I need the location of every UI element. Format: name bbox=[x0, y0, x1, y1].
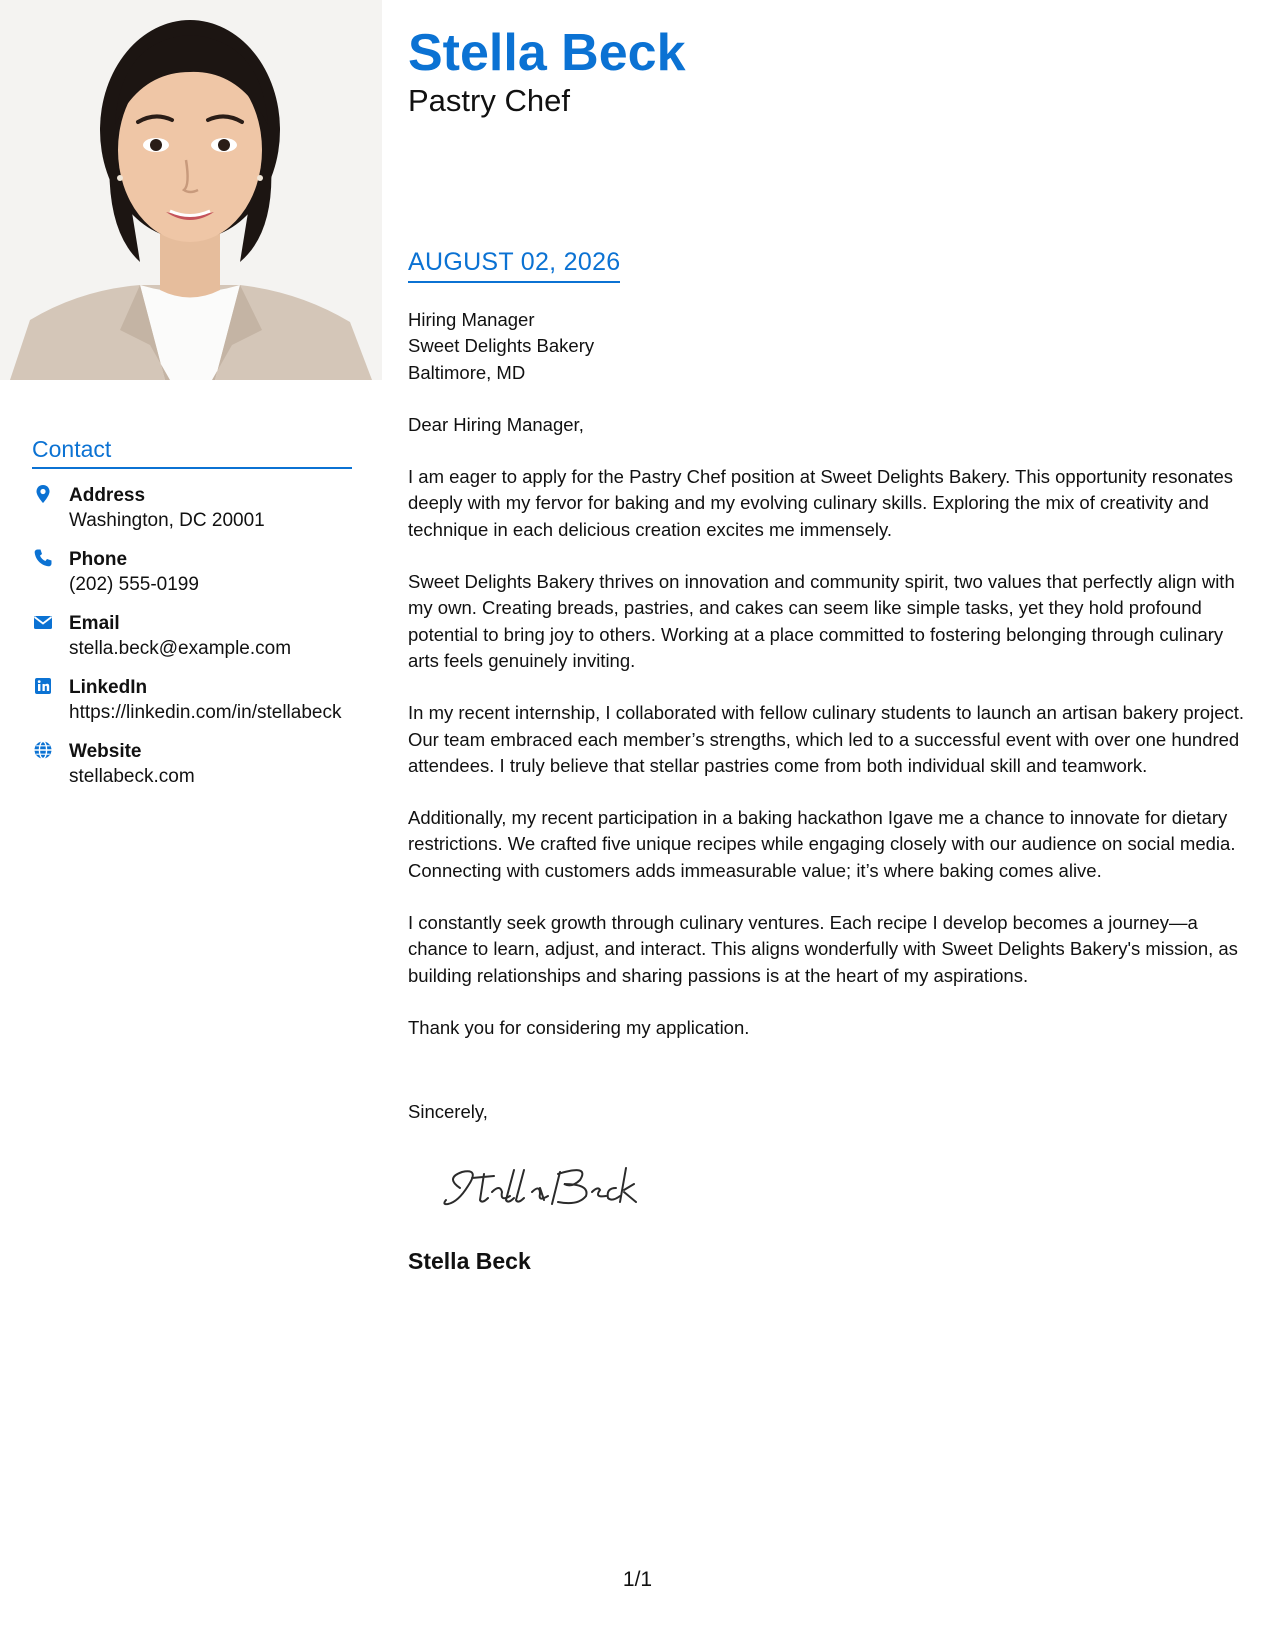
body-paragraph: In my recent internship, I collaborated with fellow culinary students to launch an artisan bakery project. Our team embraced each member’s strengths, which led to a successful event with over one hundred attendees. I truly believe that stellar pastries come from both individual skill and teamwork. bbox=[408, 702, 1245, 776]
contact-item-email bbox=[32, 611, 352, 661]
contact-label: Address bbox=[69, 485, 146, 506]
recipient-line: Hiring Manager bbox=[408, 309, 535, 330]
greeting: Dear Hiring Manager, bbox=[408, 413, 584, 435]
contact-section bbox=[32, 436, 352, 803]
contact-item-address bbox=[32, 483, 352, 533]
contact-label: Email bbox=[69, 613, 120, 634]
body-paragraph: I constantly seek growth through culinary ventures. Each recipe I develop becomes a journey—a chance to learn, adjust, and interact. This aligns wonderfully with Sweet Delights Bakery's mission, as building relationships and sharing passions is at the heart of my aspirations. bbox=[408, 912, 1238, 986]
contact-item-phone bbox=[32, 547, 352, 597]
recipient-line: Sweet Delights Bakery bbox=[408, 335, 595, 357]
signer-name: Stella Beck bbox=[408, 1248, 531, 1274]
portrait-illustration bbox=[0, 0, 382, 380]
linkedin-icon bbox=[32, 675, 54, 697]
thank-you-paragraph: Thank you for considering my application. bbox=[408, 1016, 750, 1038]
contact-heading: Contact bbox=[32, 436, 352, 469]
applicant-name: Stella Beck bbox=[408, 24, 686, 82]
profile-photo bbox=[0, 0, 382, 380]
location-pin-icon bbox=[32, 483, 54, 505]
website-value[interactable]: stellabeck.com bbox=[69, 766, 195, 787]
phone-value[interactable]: (202) 555-0199 bbox=[69, 574, 199, 595]
body-paragraph: Sweet Delights Bakery thrives on innovation and community spirit, two values that perfectly align with my own. Creating breads, pastries, and cakes can seem like simple tasks, yet they hold profound potential to bring joy to others. Working at a place committed to fostering belonging through culinary arts feels genuinely inviting. bbox=[408, 571, 1235, 671]
contact-label: Phone bbox=[69, 549, 128, 570]
contact-item-website bbox=[32, 739, 352, 789]
linkedin-value[interactable]: https://linkedin.com/in/stellabeck bbox=[69, 702, 342, 723]
body-paragraph: I am eager to apply for the Pastry Chef position at Sweet Delights Bakery. This opportunity resonates deeply with my fervor for baking and my evolving culinary skills. Exploring the mix of creativity and technique in each delicious creation excites me immensely. bbox=[408, 466, 1234, 540]
recipient-block bbox=[408, 307, 1253, 386]
email-value[interactable]: stella.beck@example.com bbox=[69, 638, 292, 659]
globe-icon bbox=[32, 739, 54, 761]
page-number: 1/1 bbox=[622, 1568, 653, 1591]
contact-label: LinkedIn bbox=[69, 677, 148, 698]
closing: Sincerely, bbox=[408, 1101, 488, 1122]
handwritten-signature bbox=[440, 1158, 640, 1218]
phone-icon bbox=[32, 547, 54, 569]
contact-item-linkedin bbox=[32, 675, 352, 725]
letter-header bbox=[408, 22, 686, 118]
body-paragraph: Additionally, my recent participation in a baking hackathon Igave me a chance to innovate for dietary restrictions. We crafted five unique recipes while engaging closely with our audience on social media. Connecting with customers adds immeasurable value; it’s where baking comes alive. bbox=[408, 807, 1236, 881]
email-icon bbox=[32, 611, 54, 633]
contact-label: Website bbox=[69, 741, 142, 762]
letter-body bbox=[408, 307, 1253, 1067]
applicant-role: Pastry Chef bbox=[408, 83, 570, 118]
recipient-line: Baltimore, MD bbox=[408, 361, 526, 383]
address-value: Washington, DC 20001 bbox=[69, 510, 265, 531]
letter-date: AUGUST 02, 2026 bbox=[408, 248, 620, 283]
